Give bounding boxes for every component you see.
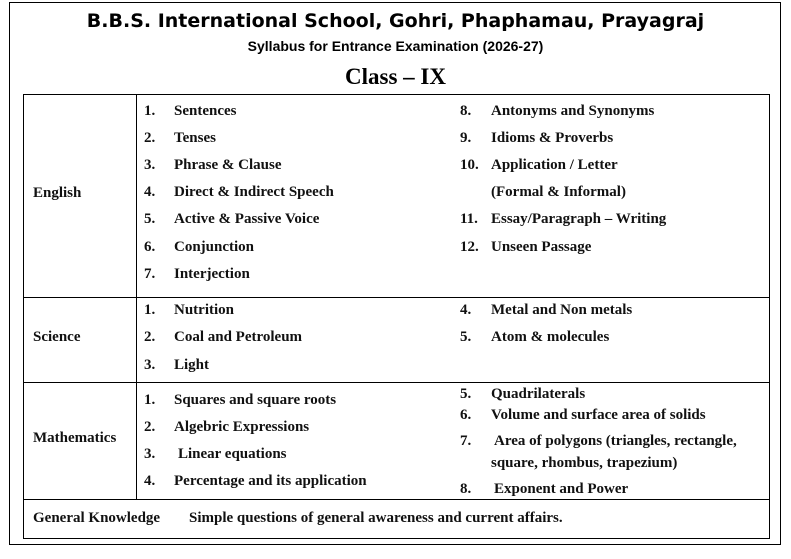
syllabus-item: Percentage and its application [174, 473, 367, 489]
syllabus-item: Idioms & Proverbs [491, 130, 614, 146]
subject-science: Science [33, 329, 81, 345]
syllabus-item: Interjection [174, 266, 250, 282]
syllabus-item: Conjunction [174, 239, 255, 255]
item-number: 11. [460, 211, 478, 227]
syllabus-item: square, rhombus, trapezium) [491, 455, 678, 471]
syllabus-item: Atom & molecules [491, 329, 610, 345]
item-number: 1. [144, 302, 156, 318]
item-number: 3. [144, 446, 156, 462]
item-number: 5. [460, 386, 472, 402]
syllabus-item: Direct & Indirect Speech [174, 184, 334, 200]
syllabus-item: Phrase & Clause [174, 157, 282, 173]
syllabus-table [23, 94, 770, 539]
item-number: 4. [144, 184, 156, 200]
syllabus-item: Metal and Non metals [491, 302, 633, 318]
item-number: 8. [460, 481, 472, 497]
item-number: 7. [144, 266, 156, 282]
subject-mathematics: Mathematics [33, 430, 117, 446]
syllabus-item: Algebric Expressions [174, 419, 310, 435]
item-number: 4. [144, 473, 156, 489]
item-number: 6. [144, 239, 156, 255]
item-number: 5. [460, 329, 472, 345]
syllabus-item: Antonyms and Synonyms [491, 103, 655, 119]
item-number: 6. [460, 407, 472, 423]
item-number: 1. [144, 392, 156, 408]
syllabus-item: Essay/Paragraph – Writing [491, 211, 667, 227]
item-number: 5. [144, 211, 156, 227]
syllabus-item: Exponent and Power [494, 481, 629, 497]
syllabus-item: (Formal & Informal) [491, 184, 626, 200]
item-number: 7. [460, 433, 472, 449]
column-divider [136, 95, 137, 499]
gk-description: Simple questions of general awareness and current affairs. [189, 510, 563, 526]
item-number: 10. [460, 157, 479, 173]
item-number: 12. [460, 239, 479, 255]
syllabus-item: Coal and Petroleum [174, 329, 303, 345]
subject-english: English [33, 185, 82, 201]
row-divider [24, 499, 769, 500]
syllabus-item: Sentences [174, 103, 237, 119]
item-number: 3. [144, 157, 156, 173]
item-number: 9. [460, 130, 472, 146]
item-number: 4. [460, 302, 472, 318]
item-number: 2. [144, 130, 156, 146]
syllabus-item: Application / Letter [491, 157, 618, 173]
syllabus-item: Unseen Passage [491, 239, 592, 255]
syllabus-item: Nutrition [174, 302, 234, 318]
syllabus-item: Area of polygons (triangles, rectangle, [494, 433, 737, 449]
item-number: 2. [144, 419, 156, 435]
item-number: 3. [144, 357, 156, 373]
syllabus-item: Tenses [174, 130, 216, 146]
class-title: Class – IX [345, 64, 446, 89]
syllabus-item: Quadrilaterals [491, 386, 586, 402]
syllabus-item: Linear equations [178, 446, 287, 462]
item-number: 1. [144, 103, 156, 119]
syllabus-item: Volume and surface area of solids [491, 407, 706, 423]
item-number: 8. [460, 103, 472, 119]
item-number: 2. [144, 329, 156, 345]
subject-general-knowledge: General Knowledge [33, 510, 161, 526]
exam-subtitle: Syllabus for Entrance Examination (2026-27) [247, 38, 544, 54]
school-name: B.B.S. International School, Gohri, Phaphamau, Prayagraj [86, 10, 705, 32]
syllabus-item: Light [174, 357, 210, 373]
syllabus-item: Active & Passive Voice [174, 211, 320, 227]
syllabus-item: Squares and square roots [174, 392, 337, 408]
